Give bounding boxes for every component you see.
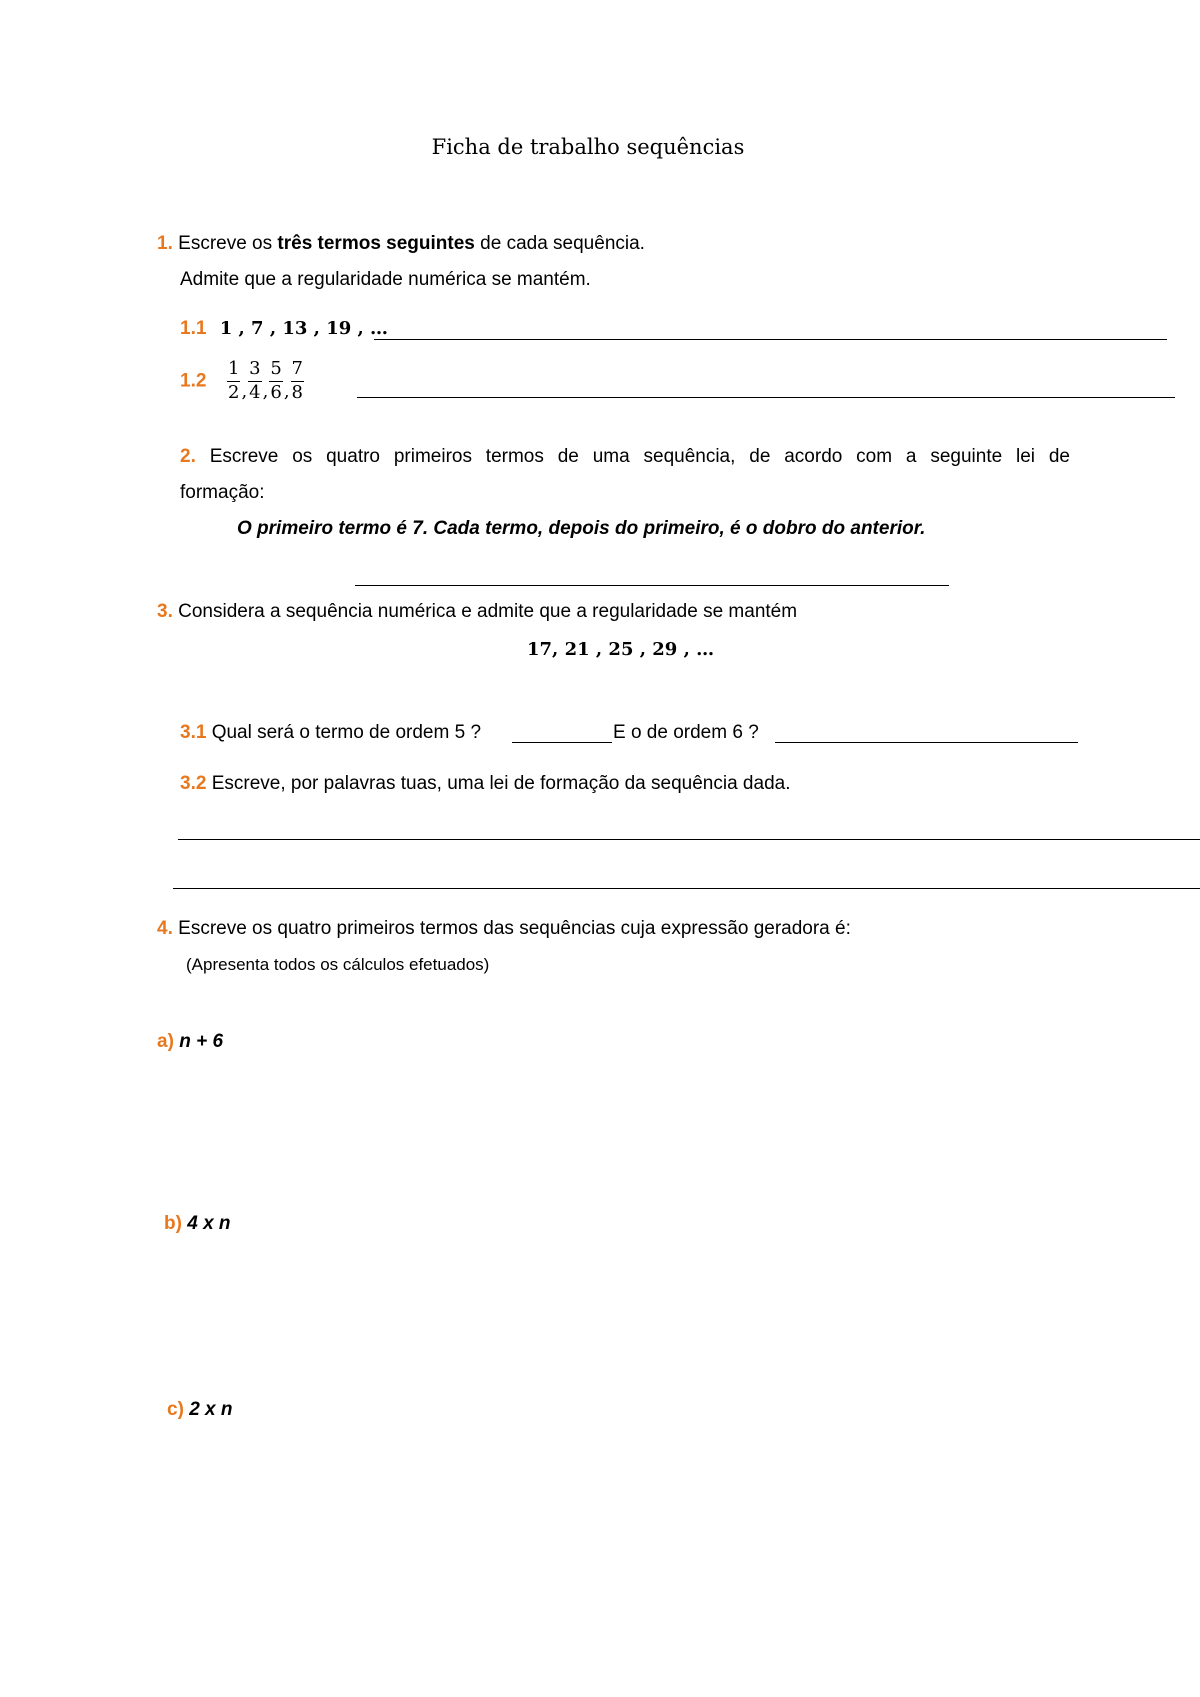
question-3-1	[180, 722, 481, 744]
question-1-1-sequence: 1 , 7 , 13 , 19 , …	[219, 318, 389, 339]
question-3	[157, 601, 797, 623]
question-4-text: Escreve os quatro primeiros termos das sequências cuja expressão geradora é:	[178, 918, 851, 939]
answer-line-1-1[interactable]	[374, 339, 1167, 340]
question-2-text2: formação:	[180, 482, 265, 503]
question-4-item-b	[164, 1213, 231, 1235]
item-expression: 4 x n	[187, 1213, 231, 1234]
page-title: Ficha de trabalho sequências	[431, 135, 745, 159]
question-4-note: (Apresenta todos os cálculos efetuados)	[186, 955, 490, 974]
question-1-1-number: 1.1	[180, 318, 207, 339]
question-1	[157, 233, 645, 255]
question-3-1-text-a: Qual será o termo de ordem 5 ?	[211, 722, 482, 743]
question-3-sequence: 17, 21 , 25 , 29 , …	[527, 639, 715, 660]
item-expression: n + 6	[179, 1031, 224, 1052]
question-3-1-number: 3.1	[180, 722, 207, 743]
answer-line-3-2-a[interactable]	[178, 839, 1200, 840]
question-3-1-text-b: E o de ordem 6 ?	[613, 722, 759, 743]
question-3-2	[180, 773, 790, 795]
question-2-text: Escreve os quatro primeiros termos de uma sequência, de acordo com a seguinte lei de	[209, 446, 1070, 467]
answer-line-3-1-b[interactable]	[775, 742, 1078, 743]
question-1-1	[180, 318, 388, 340]
question-3-text: Considera a sequência numérica e admite que a regularidade se mantém	[178, 601, 798, 622]
question-1-number: 1.	[157, 233, 173, 254]
question-2-number: 2.	[180, 446, 196, 467]
fraction: $\frac{1}{2}$	[227, 358, 240, 403]
question-2-rule: O primeiro termo é 7. Cada termo, depois do primeiro, é o dobro do anterior.	[237, 518, 926, 539]
question-1-2-number: 1.2	[180, 370, 207, 392]
question-1-line2: Admite que a regularidade numérica se mantém.	[180, 269, 591, 290]
answer-line-3-2-b[interactable]	[173, 888, 1200, 889]
item-label: a)	[157, 1031, 174, 1052]
question-3-number: 3.	[157, 601, 173, 622]
item-expression: 2 x n	[189, 1399, 233, 1420]
question-4-item-c	[167, 1399, 233, 1421]
answer-line-1-2[interactable]	[357, 397, 1175, 398]
item-label: c)	[167, 1399, 184, 1420]
fraction: $\frac{5}{6}$	[270, 358, 282, 403]
question-3-2-text: Escreve, por palavras tuas, uma lei de formação da sequência dada.	[211, 773, 791, 794]
fraction: $\frac{7}{8}$	[291, 358, 303, 403]
question-1-text-bold: três termos seguintes	[277, 233, 475, 254]
fraction: $\frac{3}{4}$	[249, 358, 261, 403]
question-3-2-number: 3.2	[180, 773, 207, 794]
answer-line-3-1-a[interactable]	[512, 742, 612, 743]
question-4-item-a	[157, 1031, 223, 1053]
question-1-text-pre: Escreve os	[178, 233, 278, 254]
question-1-2: 1.2 $\frac{1}{2}$ , $\frac{3}{4}$ , $\frac{5}{6}$ , $\frac{7}{8}$	[180, 358, 303, 403]
question-4	[157, 918, 851, 940]
item-label: b)	[164, 1213, 182, 1234]
question-1-text-post: de cada sequência.	[474, 233, 645, 254]
answer-line-2[interactable]	[355, 585, 949, 586]
question-2	[180, 446, 1070, 468]
question-4-number: 4.	[157, 918, 173, 939]
